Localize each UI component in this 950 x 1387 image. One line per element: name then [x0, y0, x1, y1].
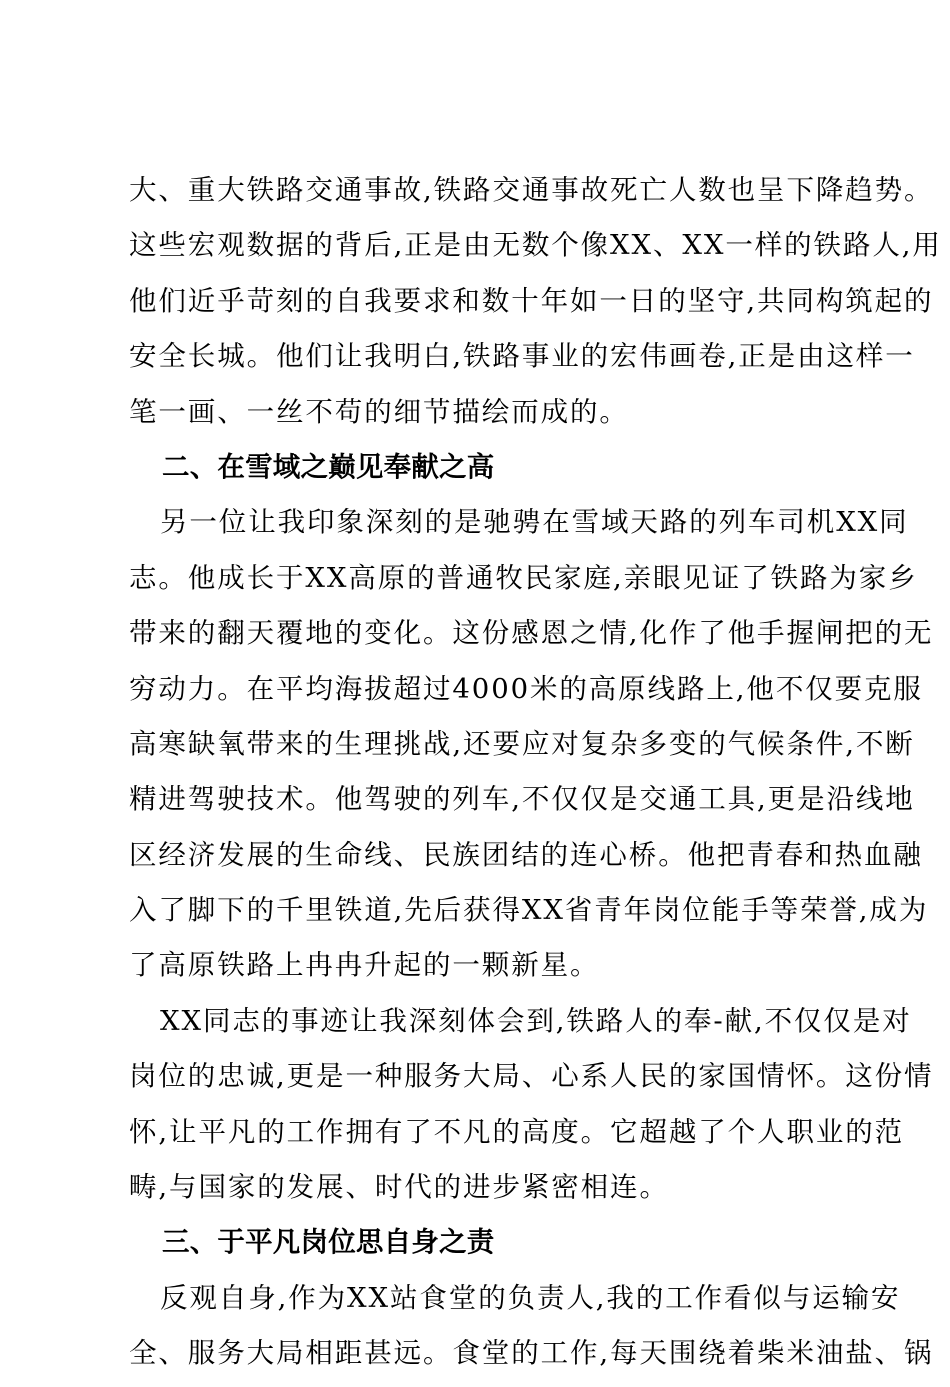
body-text-line: 全、服务大局相距甚远。食堂的工作,每天围绕着柴米油盐、锅	[129, 1337, 934, 1370]
paragraph-first-line: 反观自身,作为XX站食堂的负责人,我的工作看似与运输安	[160, 1281, 901, 1314]
document-body	[129, 168, 942, 1387]
body-text-line: 安全长城。他们让我明白,铁路事业的宏伟画卷,正是由这样一	[129, 340, 915, 373]
body-text-line: 怀,让平凡的工作拥有了不凡的高度。它超越了个人职业的范	[129, 1115, 905, 1148]
paragraph-first-line: 另一位让我印象深刻的是驰骋在雪域天路的列车司机XX同	[160, 506, 909, 539]
body-text-line: 志。他成长于XX高原的普通牧民家庭,亲眼见证了铁路为家乡	[129, 561, 918, 594]
body-text-line: 带来的翻天覆地的变化。这份感恩之情,化作了他手握闸把的无	[129, 617, 934, 650]
body-text-line: 岗位的忠诚,更是一种服务大局、心系人民的家国情怀。这份情	[129, 1060, 934, 1093]
body-text-line: 精进驾驶技术。他驾驶的列车,不仅仅是交通工具,更是沿线地	[129, 783, 915, 816]
body-text-line: 他们近乎苛刻的自我要求和数十年如一日的坚守,共同构筑起的	[129, 284, 934, 317]
paragraph-first-line: XX同志的事迹让我深刻体会到,铁路人的奉-献,不仅仅是对	[160, 1004, 912, 1037]
body-text-line: 区经济发展的生命线、民族团结的连心桥。他把青春和热血融	[129, 838, 923, 871]
section-heading-3: 三、于平凡岗位思自身之责	[162, 1226, 495, 1259]
body-text-line: 穷动力。在平均海拔超过4000米的高原线路上,他不仅要克服	[129, 672, 923, 705]
body-text-line: 了高原铁路上冉冉升起的一颗新星。	[129, 949, 600, 982]
body-text-line: 高寒缺氧带来的生理挑战,还要应对复杂多变的气候条件,不断	[129, 727, 915, 760]
body-text-line: 入了脚下的千里铁道,先后获得XX省青年岗位能手等荣誉,成为	[129, 894, 929, 927]
section-heading-2: 二、在雪域之巅见奉献之高	[162, 450, 495, 483]
body-text-line: 畴,与国家的发展、时代的进步紧密相连。	[129, 1171, 669, 1204]
body-text-line: 这些宏观数据的背后,正是由无数个像XX、XX一样的铁路人,用	[129, 229, 942, 262]
body-text-line: 笔一画、一丝不苟的细节描绘而成的。	[129, 395, 629, 428]
body-text-line: 大、重大铁路交通事故,铁路交通事故死亡人数也呈下降趋势。	[129, 174, 934, 206]
